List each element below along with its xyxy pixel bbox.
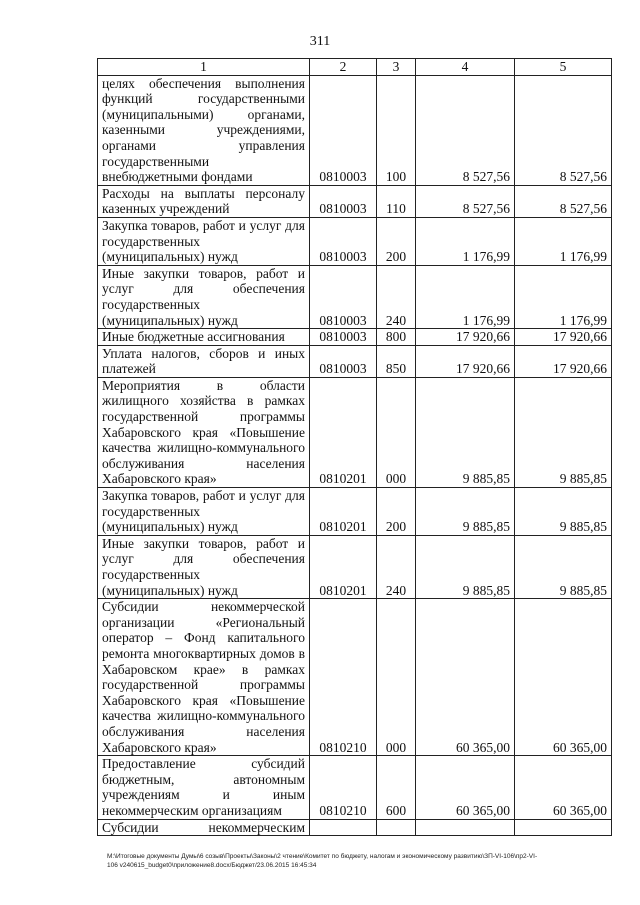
row-amount-1: 9 885,85 [416,488,515,536]
table-row [98,756,612,819]
row-expense-type: 110 [377,185,416,217]
row-description: Субсидии некоммерческой организации «Региональный оператор – Фонд капитального ремонта многоквартирных домов в Хабаровском крае» в рамках государственной программы Хабаровского края «Повышение качества жилищно-коммунального обслуживания населения Хабаровского края» [98,599,310,756]
row-expense-type: 600 [377,756,416,819]
row-amount-1: 60 365,00 [416,599,515,756]
row-expense-type: 800 [377,329,416,346]
row-description: Иные закупки товаров, работ и услуг для обеспечения государственных (муниципальных) нужд [98,535,310,598]
row-target-code: 0810003 [310,75,377,185]
table-row [98,599,612,756]
row-target-code: 0810210 [310,756,377,819]
table-row [98,488,612,536]
row-amount-2: 9 885,85 [515,488,612,536]
row-expense-type: 200 [377,217,416,265]
row-description: Субсидии некоммерческим [98,819,310,836]
row-amount-1: 60 365,00 [416,756,515,819]
row-expense-type: 850 [377,345,416,377]
file-path-footer [107,852,617,870]
row-amount-1: 1 176,99 [416,217,515,265]
row-expense-type: 000 [377,599,416,756]
row-description: Мероприятия в области жилищного хозяйства в рамках государственной программы Хабаровского края «Повышение качества жилищно-коммунального обслуживания населения Хабаровского края» [98,377,310,487]
footer-line: 106 v240615_budget0\приложение8.docx/Бюджет/23.06.2015 16:45:34 [107,862,317,869]
column-header: 4 [416,59,515,76]
row-amount-1: 8 527,56 [416,75,515,185]
row-description: Расходы на выплаты персоналу казенных учреждений [98,185,310,217]
table-row [98,217,612,265]
row-amount-2: 17 920,66 [515,329,612,346]
page-number: 311 [309,34,331,49]
row-description: Иные бюджетные ассигнования [98,329,310,346]
row-expense-type: 240 [377,265,416,328]
budget-table [97,58,612,836]
column-header: 5 [515,59,612,76]
row-description: Предоставление субсидий бюджетным, автономным учреждениям и иным некоммерческим организациям [98,756,310,819]
row-amount-1 [416,819,515,836]
row-amount-2: 8 527,56 [515,75,612,185]
column-header: 2 [310,59,377,76]
row-target-code: 0810003 [310,329,377,346]
table-row [98,819,612,836]
table-row [98,75,612,185]
row-amount-2: 60 365,00 [515,756,612,819]
row-target-code: 0810003 [310,265,377,328]
row-target-code: 0810003 [310,345,377,377]
row-description: Закупка товаров, работ и услуг для государственных (муниципальных) нужд [98,217,310,265]
row-amount-1: 9 885,85 [416,377,515,487]
row-description: целях обеспечения выполнения функций государственными (муниципальными) органами, казенными учреждениями, органами управления государственными внебюджетными фондами [98,75,310,185]
row-description: Иные закупки товаров, работ и услуг для обеспечения государственных (муниципальных) нужд [98,265,310,328]
row-target-code: 0810003 [310,217,377,265]
table-row [98,185,612,217]
table-header-row [98,59,612,76]
column-header: 3 [377,59,416,76]
row-amount-2 [515,819,612,836]
table-row [98,329,612,346]
table-row [98,265,612,328]
row-description: Закупка товаров, работ и услуг для государственных (муниципальных) нужд [98,488,310,536]
table-row [98,345,612,377]
row-target-code: 0810201 [310,535,377,598]
row-amount-1: 8 527,56 [416,185,515,217]
row-amount-2: 9 885,85 [515,377,612,487]
row-target-code: 0810210 [310,599,377,756]
row-target-code: 0810003 [310,185,377,217]
table-row [98,535,612,598]
row-expense-type: 100 [377,75,416,185]
row-amount-2: 9 885,85 [515,535,612,598]
row-amount-1: 9 885,85 [416,535,515,598]
row-target-code: 0810201 [310,488,377,536]
footer-line: M:\Итоговые документы Думы\6 созыв\Проекты\Законы\2 чтение\Комитет по бюджету, налогам и экономическому развитию\ЗП-VI-106\пр2-VI- [107,853,538,860]
row-amount-1: 17 920,66 [416,345,515,377]
row-amount-2: 17 920,66 [515,345,612,377]
row-target-code: 0810201 [310,377,377,487]
row-expense-type: 240 [377,535,416,598]
row-expense-type: 200 [377,488,416,536]
row-amount-1: 1 176,99 [416,265,515,328]
row-description: Уплата налогов, сборов и иных платежей [98,345,310,377]
row-expense-type [377,819,416,836]
table-row [98,377,612,487]
row-amount-2: 8 527,56 [515,185,612,217]
column-header: 1 [98,59,310,76]
row-amount-2: 1 176,99 [515,265,612,328]
row-amount-2: 1 176,99 [515,217,612,265]
row-amount-2: 60 365,00 [515,599,612,756]
row-expense-type: 000 [377,377,416,487]
row-target-code [310,819,377,836]
row-amount-1: 17 920,66 [416,329,515,346]
